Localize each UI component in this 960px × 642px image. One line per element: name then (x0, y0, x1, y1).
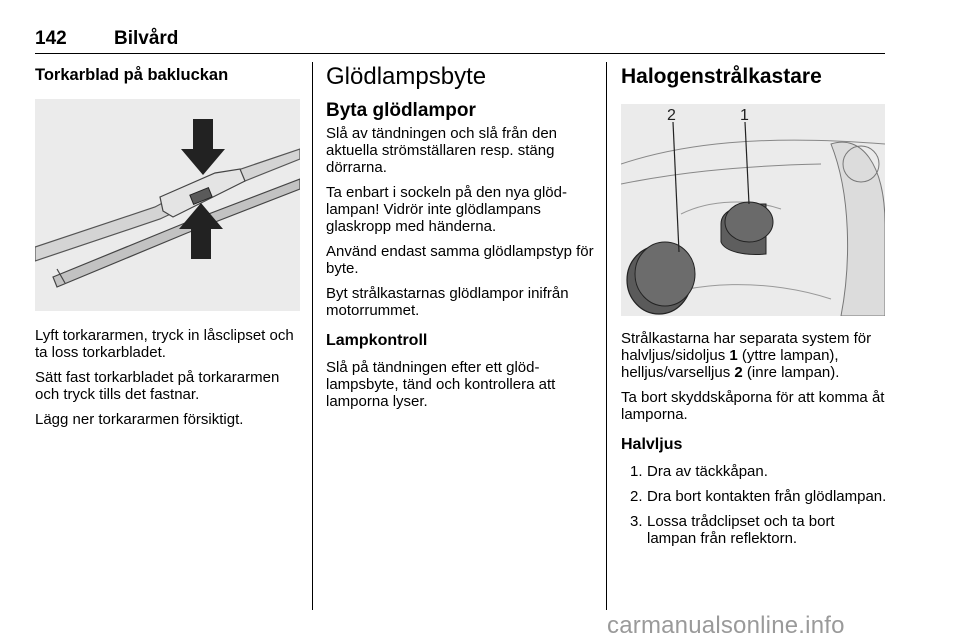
section-heading-rear-wiper: Torkarblad på bakluckan (35, 66, 229, 84)
headlight-illustration (621, 104, 885, 316)
text-run: (yttre lampan), helljus/varselljus (621, 347, 839, 381)
paragraph: Lyft torkararmen, tryck in låsclipset och ta loss torkarbladet. (35, 327, 294, 361)
chapter-title: Bilvård (114, 28, 179, 49)
paragraph: Slå på tändningen efter ett glödlampsbyte, tänd och kontrollera att lamporna lyser. (326, 359, 556, 410)
step-text: Dra bort kontakten från glödlampan. (647, 488, 887, 505)
page-number: 142 (35, 28, 67, 49)
section-heading-halogen: Halogenstrålkastare (621, 65, 822, 88)
column-halogen-headlights (621, 62, 887, 555)
sub-heading-replace-bulbs: Byta glödlampor (326, 100, 476, 121)
list-item (621, 488, 887, 505)
paragraph-headlight-systems (621, 330, 887, 381)
paragraph: Använd endast samma glödlampstyp för byte. (326, 243, 594, 277)
callout-label-2: 2 (667, 107, 676, 124)
page-header (35, 27, 885, 54)
step-number: 2. (630, 488, 643, 505)
headlight-drawing (621, 104, 885, 316)
ref-number-1: 1 (729, 347, 738, 364)
column-bulb-replacement (326, 62, 596, 418)
callout-label-1: 1 (740, 107, 749, 124)
step-text: Lossa trådclipset och ta bort lampan från reflektorn. (647, 513, 835, 547)
sub-heading-lamp-check: Lampkontroll (326, 332, 428, 349)
paragraph: Lägg ner torkararmen försiktigt. (35, 411, 244, 428)
ref-number-2: 2 (734, 364, 743, 381)
paragraph: Sätt fast torkarbladet på torkararmen och tryck tills det fastnar. (35, 369, 280, 403)
wiper-blade-illustration (35, 99, 300, 311)
step-text: Dra av täckkåpan. (647, 463, 768, 480)
paragraph: Byt strålkastarnas glödlampor inifrån motorrummet. (326, 285, 569, 319)
paragraph: Ta bort skyddskåporna för att komma åt lamporna. (621, 389, 885, 423)
list-item (621, 513, 887, 547)
column-divider (606, 62, 607, 610)
steps-list (621, 463, 887, 547)
wiper-blade-drawing (35, 99, 300, 311)
paragraph: Slå av tändningen och slå från den aktuella strömställaren resp. stäng dörrarna. (326, 125, 557, 176)
watermark: carmanualsonline.info (607, 612, 845, 639)
sub-heading-low-beam: Halvljus (621, 436, 683, 453)
column-wiper (35, 62, 300, 436)
list-item (621, 463, 887, 480)
main-heading-bulb-replacement: Glödlampsbyte (326, 63, 487, 90)
paragraph: Ta enbart i sockeln på den nya glödlampan! Vidrör inte glödlampans glaskropp med händerna. (326, 184, 567, 235)
step-number: 3. (630, 513, 643, 530)
column-divider (312, 62, 313, 610)
text-run: (inre lampan). (742, 364, 840, 381)
text-run: Strålkastarna har separata system för halvljus/sidoljus (621, 330, 872, 364)
step-number: 1. (630, 463, 643, 480)
